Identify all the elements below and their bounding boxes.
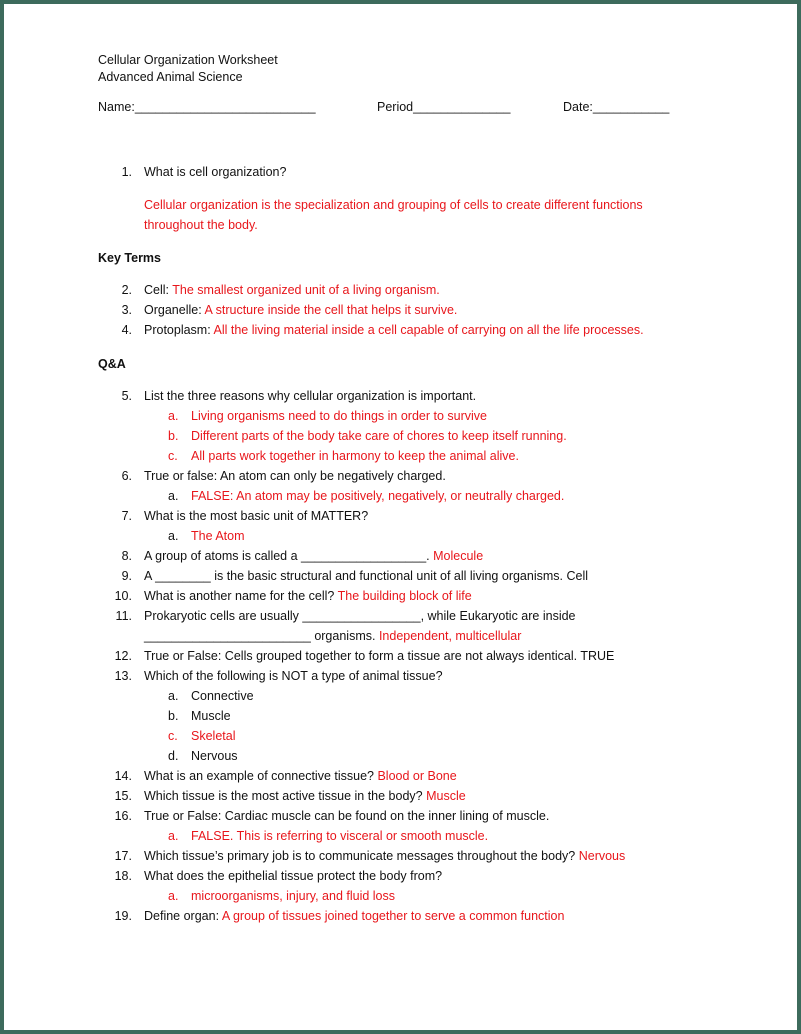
- question-text: Which of the following is NOT a type of animal tissue?: [144, 669, 443, 683]
- option-text-correct: Skeletal: [191, 729, 236, 743]
- answer-letter: a.: [168, 489, 179, 503]
- name-field: Name:__________________________: [98, 100, 316, 114]
- term: Protoplasm:: [144, 323, 211, 337]
- question-text: Define organ:: [144, 909, 220, 923]
- answer-text: microorganisms, injury, and fluid loss: [191, 889, 396, 903]
- question-text: What is an example of connective tissue?: [144, 769, 374, 783]
- period-field: Period______________: [377, 100, 511, 114]
- question-number: 13.: [114, 669, 132, 683]
- date-field: Date:___________: [563, 100, 670, 114]
- question-number: 14.: [114, 769, 132, 783]
- answer-text: Nervous: [578, 849, 626, 863]
- question-text: True or False: Cardiac muscle can be found on the inner lining of muscle.: [144, 809, 550, 823]
- option-letter: a.: [168, 689, 179, 703]
- worksheet-page: [4, 4, 797, 1030]
- answer-text: Blood or Bone: [377, 769, 457, 783]
- question-number: 1.: [121, 165, 132, 179]
- question-text: True or false: An atom can only be negatively charged.: [144, 469, 446, 483]
- option-text: Connective: [191, 689, 254, 703]
- question-row: [144, 588, 472, 604]
- question-number: 8.: [121, 549, 132, 563]
- section-heading-key-terms: Key Terms: [98, 251, 161, 265]
- definition: All the living material inside a cell capable of carrying on all the life processes.: [213, 323, 644, 337]
- answer-text: FALSE. This is referring to visceral or smooth muscle.: [191, 829, 489, 843]
- question-number: 17.: [114, 849, 132, 863]
- question-row: [144, 848, 625, 864]
- option-text: Muscle: [191, 709, 231, 723]
- question-number: 16.: [114, 809, 132, 823]
- question-number: 4.: [121, 323, 132, 337]
- question-row: [144, 768, 457, 784]
- question-row: [144, 628, 521, 644]
- course-name: Advanced Animal Science: [98, 70, 243, 84]
- question-text: ________________________ organisms.: [144, 629, 376, 643]
- question-number: 12.: [114, 649, 132, 663]
- question-number: 11.: [115, 609, 132, 623]
- option-letter: d.: [168, 749, 179, 763]
- key-term-row: [144, 322, 644, 338]
- worksheet-title: Cellular Organization Worksheet: [98, 53, 278, 67]
- answer-text: The building block of life: [337, 589, 472, 603]
- question-number: 5.: [121, 389, 132, 403]
- answer-letter: c.: [168, 449, 178, 463]
- question-text: What does the epithelial tissue protect the body from?: [144, 869, 443, 883]
- answer-text: Molecule: [433, 549, 484, 563]
- question-text: A group of atoms is called a __________________.: [144, 549, 430, 563]
- question-text: Prokaryotic cells are usually _________________, while Eukaryotic are inside: [144, 609, 576, 623]
- answer-text: All parts work together in harmony to keep the animal alive.: [191, 449, 519, 463]
- question-text: A ________ is the basic structural and functional unit of all living organisms. Cell: [144, 569, 589, 583]
- term: Cell:: [144, 283, 170, 297]
- option-letter: c.: [168, 729, 178, 743]
- question-number: 18.: [114, 869, 132, 883]
- option-text: Nervous: [191, 749, 238, 763]
- answer-text: Different parts of the body take care of chores to keep itself running.: [191, 429, 567, 443]
- definition: The smallest organized unit of a living organism.: [172, 283, 440, 297]
- answer-letter: a.: [168, 829, 179, 843]
- question-number: 2.: [121, 283, 132, 297]
- question-text: Which tissue is the most active tissue in the body?: [144, 789, 423, 803]
- question-number: 9.: [121, 569, 132, 583]
- answer-text: Living organisms need to do things in order to survive: [191, 409, 487, 423]
- question-text: What is another name for the cell?: [144, 589, 335, 603]
- question-row: [144, 548, 483, 564]
- question-text: True or False: Cells grouped together to form a tissue are not always identical. TRUE: [144, 649, 615, 663]
- question-text: What is the most basic unit of MATTER?: [144, 509, 369, 523]
- key-term-row: [144, 282, 440, 298]
- answer-letter: a.: [168, 529, 179, 543]
- question-number: 15.: [114, 789, 132, 803]
- section-heading-qa: Q&A: [98, 357, 126, 371]
- question-text: List the three reasons why cellular organization is important.: [144, 389, 477, 403]
- answer-text: The Atom: [191, 529, 245, 543]
- definition: A structure inside the cell that helps it survive.: [204, 303, 458, 317]
- answer-text: Cellular organization is the specialization and grouping of cells to create different functions: [144, 198, 643, 212]
- answer-text: throughout the body.: [144, 218, 258, 232]
- answer-text: Independent, multicellular: [378, 629, 522, 643]
- answer-letter: b.: [168, 429, 179, 443]
- question-row: [144, 788, 466, 804]
- question-number: 3.: [121, 303, 132, 317]
- question-text: Which tissue’s primary job is to communicate messages throughout the body?: [144, 849, 576, 863]
- term: Organelle:: [144, 303, 202, 317]
- question-text: What is cell organization?: [144, 165, 287, 179]
- question-row: [144, 908, 564, 924]
- answer-text: Muscle: [426, 789, 466, 803]
- question-number: 10.: [114, 589, 132, 603]
- question-number: 19.: [114, 909, 132, 923]
- option-letter: b.: [168, 709, 179, 723]
- answer-text: FALSE: An atom may be positively, negatively, or neutrally charged.: [191, 489, 565, 503]
- answer-letter: a.: [168, 889, 179, 903]
- answer-letter: a.: [168, 409, 179, 423]
- key-term-row: [144, 302, 457, 318]
- answer-text: A group of tissues joined together to serve a common function: [221, 909, 565, 923]
- question-number: 7.: [121, 509, 132, 523]
- question-number: 6.: [121, 469, 132, 483]
